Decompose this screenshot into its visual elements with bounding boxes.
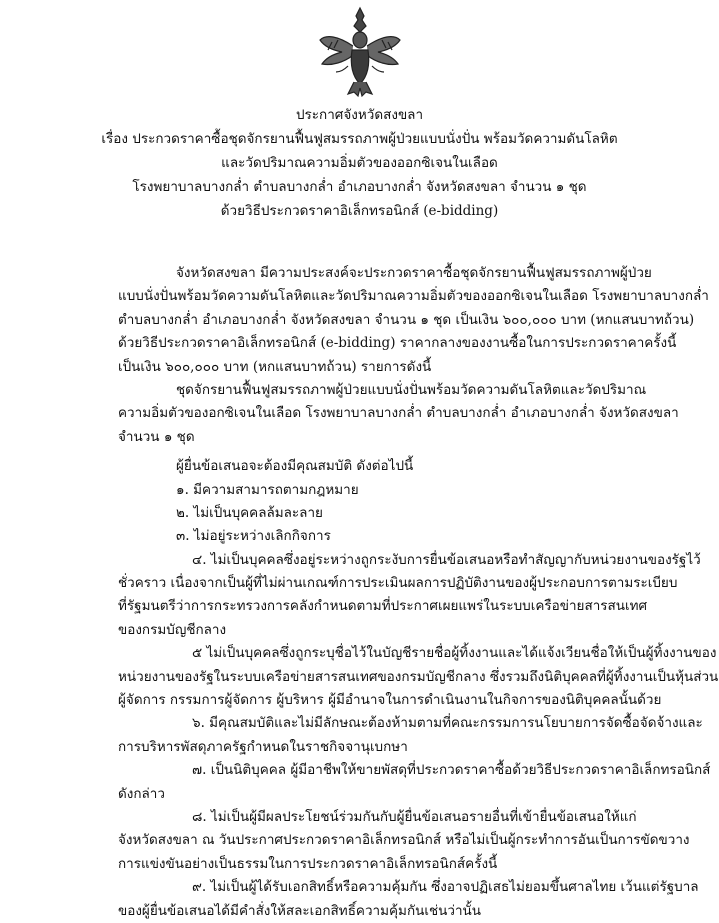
- qualification-8-line-2: จังหวัดสงขลา ณ วันประกาศประกวดราคาอิเล็กทรอนิกส์ หรือไม่เป็นผู้กระทำการอันเป็นการขัดขวาง: [118, 832, 690, 849]
- qualification-9-line-2: ของผู้ยื่นข้อเสนอได้มีคำสั่งให้สละเอกสิทธิ์ความคุ้มกันเช่นว่านั้น: [118, 902, 481, 919]
- announcement-body: [84, 262, 719, 923]
- announcement-title: [0, 103, 719, 223]
- para2-line-3: จำนวน ๑ ชุด: [118, 428, 195, 445]
- qualification-7-line-1: ๗. เป็นนิติบุคคล ผู้มีอาชีพให้ขายพัสดุที่ประกวดราคาซื้อด้วยวิธีประกวดราคาอิเล็กทรอนิกส์: [192, 762, 711, 779]
- qualification-4-line-3: ที่รัฐมนตรีว่าการกระทรวงการคลังกำหนดตามที่ประกาศเผยแพร่ในระบบเครือข่ายสารสนเทศ: [118, 598, 648, 615]
- qualification-5-line-2: หน่วยงานของรัฐในระบบเครือข่ายสารสนเทศของกรมบัญชีกลาง ซึ่งรวมถึงนิติบุคคลที่ผู้ทิ้งงานเป็นหุ้นส่วน: [118, 668, 719, 685]
- para1-line-4: ด้วยวิธีประกวดราคาอิเล็กทรอนิกส์ (e-bidding) ราคากลางของงานซื้อในการประกวดราคาครั้งนี้: [118, 335, 677, 352]
- qualification-3: ๓. ไม่อยู่ระหว่างเลิกกิจการ: [176, 528, 331, 545]
- para2-line-1: ชุดจักรยานฟื้นฟูสมรรถภาพผู้ป่วยแบบนั่งปั่นพร้อมวัดความดันโลหิตและวัดปริมาณ: [176, 381, 647, 398]
- qualification-1: ๑. มีความสามารถตามกฎหมาย: [176, 481, 359, 498]
- title-line-5: ด้วยวิธีประกวดราคาอิเล็กทรอนิกส์ (e-bidding): [220, 203, 499, 219]
- qualification-4-line-1: ๔. ไม่เป็นบุคคลซึ่งอยู่ระหว่างถูกระงับการยื่นข้อเสนอหรือทำสัญญากับหน่วยงานของรัฐไว้: [192, 551, 701, 568]
- qualification-6-line-2: การบริหารพัสดุภาครัฐกำหนดในราชกิจจานุเบกษา: [118, 738, 408, 755]
- para1-line-5: เป็นเงิน ๖๐๐,๐๐๐ บาท (หกแสนบาทถ้วน) รายการดังนี้: [118, 358, 432, 375]
- title-line-1: ประกาศจังหวัดสงขลา: [295, 107, 424, 123]
- para1-line-2: แบบนั่งปั่นพร้อมวัดความดันโลหิตและวัดปริมาณความอิ่มตัวของออกซิเจนในเลือด โรงพยาบาลบางกล่ำ: [118, 288, 709, 305]
- title-line-3: และวัดปริมาณความอิ่มตัวของออกซิเจนในเลือด: [221, 155, 498, 171]
- qualification-5-line-3: ผู้จัดการ กรรมการผู้จัดการ ผู้บริหาร ผู้มีอำนาจในการดำเนินงานในกิจการของนิติบุคคลนั้นด้วย: [118, 692, 662, 709]
- qualification-8-line-1: ๘. ไม่เป็นผู้มีผลประโยชน์ร่วมกันกับผู้ยื่นข้อเสนอรายอื่นที่เข้ายื่นข้อเสนอให้แก่: [192, 808, 637, 825]
- para2-line-2: ความอิ่มตัวของอกซิเจนในเลือด โรงพยาบาลบางกล่ำ ตำบลบางกล่ำ อำเภอบางกล่ำ จังหวัดสงขลา: [118, 405, 679, 422]
- para1-line-1: จังหวัดสงขลา มีความประสงค์จะประกวดราคาซื้อชุดจักรยานฟื้นฟูสมรรถภาพผู้ป่วย: [176, 265, 652, 281]
- qualification-4-line-2: ชั่วคราว เนื่องจากเป็นผู้ที่ไม่ผ่านเกณฑ์การประเมินผลการปฏิบัติงานของผู้ประกอบการตามระเบียบ: [118, 575, 678, 592]
- qualification-9-line-1: ๙. ไม่เป็นผู้ได้รับเอกสิทธิ์หรือความคุ้มกัน ซึ่งอาจปฏิเสธไม่ยอมขึ้นศาลไทย เว้นแต่รัฐบาล: [192, 879, 699, 896]
- qualification-6-line-1: ๖. มีคุณสมบัติและไม่มีลักษณะต้องห้ามตามที่คณะกรรมการนโยบายการจัดซื้อจัดจ้างและ: [192, 715, 703, 732]
- garuda-emblem-icon: [318, 6, 402, 98]
- title-line-2: เรื่อง ประกวดราคาซื้อชุดจักรยานฟื้นฟูสมรรถภาพผู้ป่วยแบบนั่งปั่น พร้อมวัดความดันโลหิต: [101, 131, 618, 147]
- para1-line-3: ตำบลบางกล่ำ อำเภอบางกล่ำ จังหวัดสงขลา จำนวน ๑ ชุด เป็นเงิน ๖๐๐,๐๐๐ บาท (หกแสนบาทถ้วน): [118, 311, 695, 328]
- title-line-4: โรงพยาบาลบางกล่ำ ตำบลบางกล่ำ อำเภอบางกล่ำ จังหวัดสงขลา จำนวน ๑ ชุด: [132, 179, 587, 195]
- qualification-2: ๒. ไม่เป็นบุคคลล้มละลาย: [176, 504, 323, 521]
- qualification-4-line-4: ของกรมบัญชีกลาง: [118, 621, 227, 638]
- qualification-7-line-2: ดังกล่าว: [118, 785, 165, 802]
- qualification-8-line-3: การแข่งขันอย่างเป็นธรรมในการประกวดราคาอิเล็กทรอนิกส์ครั้งนี้: [118, 855, 498, 872]
- qualification-intro: ผู้ยื่นข้อเสนอจะต้องมีคุณสมบัติ ดังต่อไปนี้: [176, 458, 414, 475]
- qualification-5-line-1: ๕ ไม่เป็นบุคคลซึ่งถูกระบุชื่อไว้ในบัญชีรายชื่อผู้ทิ้งงานและได้แจ้งเวียนชื่อให้เป็นผู้ทิ้งงานของ: [192, 645, 717, 662]
